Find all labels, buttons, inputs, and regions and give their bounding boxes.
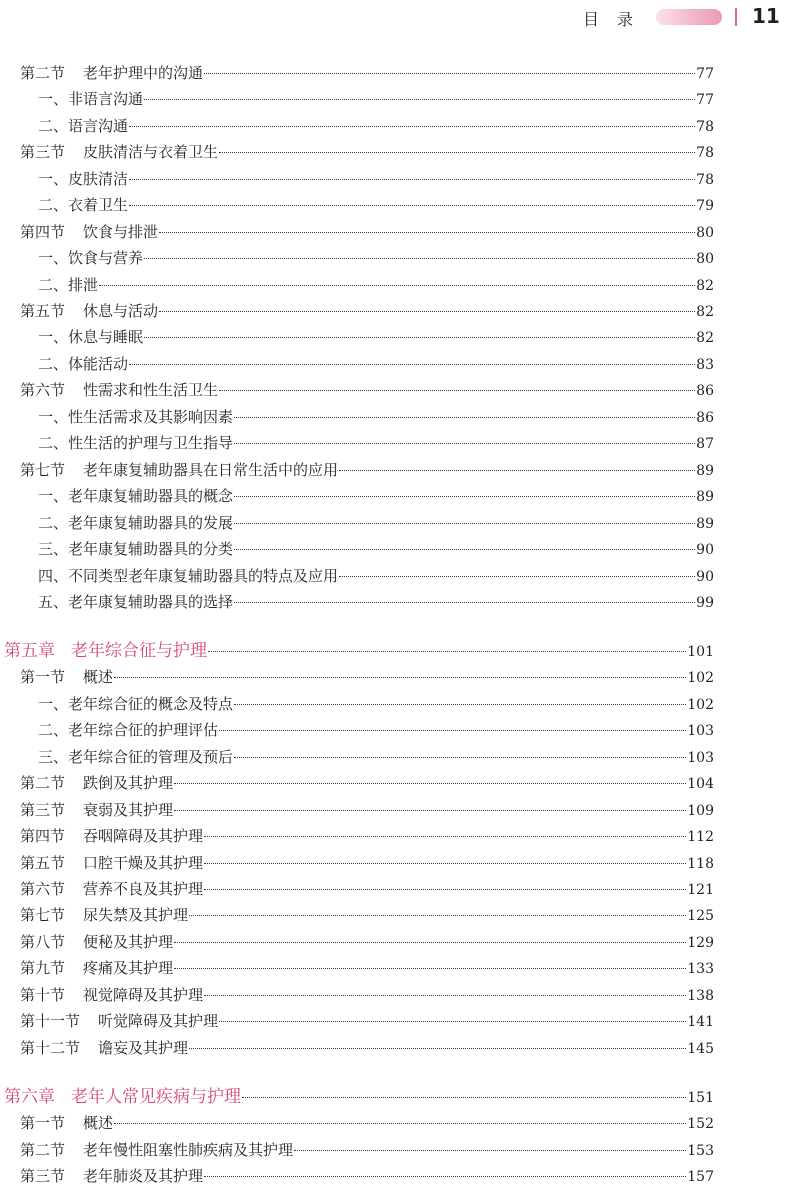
toc-entry-title: 二、排泄: [38, 276, 99, 294]
toc-leader-dots: [234, 757, 686, 758]
toc-leader-dots: [234, 549, 695, 550]
toc-entry-label: [20, 931, 173, 953]
toc-page-number: 78: [696, 119, 714, 135]
toc-section-row[interactable]: [20, 1010, 714, 1032]
toc-section-row[interactable]: [20, 878, 714, 900]
toc-entry-title: 一、休息与睡眠: [38, 328, 144, 346]
toc-entry-label: [20, 1165, 203, 1187]
toc-page-number: 104: [687, 776, 714, 792]
toc-leader-dots: [204, 73, 695, 74]
toc-entry-label: [20, 1037, 188, 1059]
toc-page-number: 78: [696, 145, 714, 161]
toc-section-row[interactable]: [20, 300, 714, 322]
toc-section-row[interactable]: [20, 62, 714, 84]
toc-page-number: 87: [696, 436, 714, 452]
toc-entry-label: [38, 274, 98, 296]
toc-item-row[interactable]: [38, 693, 714, 715]
toc-page-number: 133: [687, 961, 714, 977]
toc-leader-dots: [114, 677, 686, 678]
toc-entry-label: [38, 565, 338, 587]
toc-leader-dots: [242, 1097, 686, 1098]
toc-entry-title: 一、老年综合征的概念及特点: [38, 695, 234, 713]
toc-entry-title: 一、老年康复辅助器具的概念: [38, 487, 234, 505]
toc-section-row[interactable]: [20, 459, 714, 481]
toc-entry-title: 二、衣着卫生: [38, 196, 129, 214]
toc-page-number: 82: [696, 278, 714, 294]
toc-entry-title: 二、老年综合征的护理评估: [38, 721, 219, 739]
toc-entry-title: 老年综合征与护理: [71, 641, 207, 661]
toc-item-row[interactable]: [38, 746, 714, 768]
toc-entry-title: 谵妄及其护理: [98, 1039, 189, 1057]
toc-leader-dots: [219, 390, 695, 391]
toc-leader-dots: [339, 576, 695, 577]
toc-entry-label: [20, 300, 158, 322]
toc-item-row[interactable]: [38, 432, 714, 454]
toc-entry-number: 第六章: [4, 1087, 55, 1107]
toc-item-row[interactable]: [38, 565, 714, 587]
toc-leader-dots: [234, 417, 695, 418]
toc-entry-label: [20, 772, 173, 794]
toc-page-number: 86: [696, 410, 714, 426]
toc-leader-dots: [294, 1150, 686, 1151]
toc-entry-number: 第八节: [20, 933, 66, 951]
toc-entry-title: 一、性生活需求及其影响因素: [38, 408, 234, 426]
toc-entry-title: 概述: [83, 1114, 114, 1132]
toc-entry-title: 三、老年康复辅助器具的分类: [38, 540, 234, 558]
toc-section-row[interactable]: [20, 1139, 714, 1161]
toc-entry-title: 四、不同类型老年康复辅助器具的特点及应用: [38, 567, 339, 585]
toc-entry-number: 第七节: [20, 906, 66, 924]
toc-entry-title: 三、老年综合征的管理及预后: [38, 748, 234, 766]
toc-entry-title: 老年慢性阻塞性肺疾病及其护理: [83, 1141, 294, 1159]
toc-item-row[interactable]: [38, 353, 714, 375]
toc-entry-label: [20, 799, 173, 821]
toc-leader-dots: [234, 602, 695, 603]
toc-page-number: 82: [696, 330, 714, 346]
toc-page-number: 102: [687, 697, 714, 713]
toc-entry-number: 第二节: [20, 774, 66, 792]
toc-entry-label: [38, 353, 128, 375]
toc-item-row[interactable]: [38, 719, 714, 741]
page-header: [0, 0, 800, 36]
toc-item-row[interactable]: [38, 274, 714, 296]
toc-item-row[interactable]: [38, 326, 714, 348]
toc-leader-dots: [129, 126, 695, 127]
toc-entry-title: 老年肺炎及其护理: [83, 1167, 204, 1185]
toc-leader-dots: [204, 889, 686, 890]
toc-page-number: 151: [687, 1090, 714, 1106]
toc-entry-title: 概述: [83, 668, 114, 686]
toc-entry-title: 五、老年康复辅助器具的选择: [38, 593, 234, 611]
toc-section-row[interactable]: [20, 799, 714, 821]
toc-leader-dots: [204, 836, 686, 837]
toc-leader-dots: [174, 968, 686, 969]
toc-entry-title: 尿失禁及其护理: [83, 906, 189, 924]
toc-entry-title: 听觉障碍及其护理: [98, 1012, 219, 1030]
toc-entry-number: 第四节: [20, 827, 66, 845]
toc-leader-dots: [339, 470, 695, 471]
toc-leader-dots: [234, 523, 695, 524]
toc-entry-label: [20, 62, 203, 84]
toc-leader-dots: [219, 152, 695, 153]
header-title-char-2: 录: [617, 10, 634, 29]
toc-page-number: 118: [687, 856, 714, 872]
toc-item-row[interactable]: [38, 512, 714, 534]
toc-chapter-row[interactable]: [4, 640, 714, 662]
toc-section-row[interactable]: [20, 666, 714, 688]
toc-item-row[interactable]: [38, 168, 714, 190]
toc-leader-dots: [204, 863, 686, 864]
toc-section-row[interactable]: [20, 221, 714, 243]
toc-entry-number: 第六节: [20, 880, 66, 898]
toc-leader-dots: [144, 99, 695, 100]
toc-entry-number: 第二节: [20, 1141, 66, 1159]
toc-entry-label: [38, 406, 233, 428]
toc-page-number: 153: [687, 1143, 714, 1159]
toc-page-number: 121: [687, 882, 714, 898]
header-decorative-bar: [656, 9, 722, 25]
toc-entry-title: 一、非语言沟通: [38, 90, 144, 108]
toc-leader-dots: [174, 942, 686, 943]
toc-entry-number: 第六节: [20, 381, 66, 399]
toc-leader-dots: [208, 651, 686, 652]
toc-entry-number: 第四节: [20, 223, 66, 241]
toc-item-row[interactable]: [38, 485, 714, 507]
toc-leader-dots: [204, 1176, 686, 1177]
toc-page-number: 152: [687, 1116, 714, 1132]
toc-entry-number: 第一节: [20, 668, 66, 686]
toc-leader-dots: [159, 232, 695, 233]
toc-entry-number: 第十一节: [20, 1012, 81, 1030]
toc-page-number: 103: [687, 750, 714, 766]
toc-entry-label: [20, 459, 338, 481]
toc-item-row[interactable]: [38, 115, 714, 137]
toc-item-row[interactable]: [38, 194, 714, 216]
toc-entry-title: 饮食与排泄: [83, 223, 159, 241]
toc-page-number: 101: [687, 644, 714, 660]
toc-section-row[interactable]: [20, 141, 714, 163]
toc-page-number: 138: [687, 988, 714, 1004]
toc-entry-label: [4, 1086, 241, 1108]
toc-section-row[interactable]: [20, 957, 714, 979]
toc-entry-number: 第五章: [4, 641, 55, 661]
toc-entry-title: 一、饮食与营养: [38, 249, 144, 267]
toc-entry-number: 第五节: [20, 854, 66, 872]
toc-page-number: 83: [696, 357, 714, 373]
toc-entry-label: [20, 878, 203, 900]
toc-entry-label: [38, 591, 233, 613]
toc-item-row[interactable]: [38, 406, 714, 428]
toc-page-number: 79: [696, 198, 714, 214]
toc-entry-number: 第七节: [20, 461, 66, 479]
toc-section-row[interactable]: [20, 984, 714, 1006]
toc-entry-label: [20, 904, 188, 926]
toc-entry-title: 二、语言沟通: [38, 117, 129, 135]
toc-page-number: 80: [696, 225, 714, 241]
toc-page-number: 90: [696, 542, 714, 558]
toc-entry-title: 皮肤清洁与衣着卫生: [83, 143, 219, 161]
toc-entry-label: [38, 432, 233, 454]
toc-entry-number: 第三节: [20, 801, 66, 819]
toc-item-row[interactable]: [38, 591, 714, 613]
page-number: 11: [752, 4, 780, 28]
toc-section-row[interactable]: [20, 1112, 714, 1134]
toc-page-number: 77: [696, 92, 714, 108]
toc-entry-label: [20, 1139, 293, 1161]
toc-entry-label: [38, 247, 143, 269]
toc-entry-title: 老年护理中的沟通: [83, 64, 204, 82]
toc-entry-title: 二、体能活动: [38, 355, 129, 373]
toc-section-row[interactable]: [20, 904, 714, 926]
toc-leader-dots: [99, 285, 695, 286]
toc-entry-label: [38, 115, 128, 137]
toc-entry-label: [20, 221, 158, 243]
toc-page-number: 145: [687, 1041, 714, 1057]
toc-page-number: 77: [696, 66, 714, 82]
toc-page-number: 78: [696, 172, 714, 188]
toc-entry-title: 视觉障碍及其护理: [83, 986, 204, 1004]
toc-leader-dots: [234, 704, 686, 705]
toc-entry-label: [20, 825, 203, 847]
header-title-char-1: 目: [583, 10, 600, 29]
toc-entry-title: 老年人常见疾病与护理: [71, 1087, 241, 1107]
toc-leader-dots: [189, 1048, 686, 1049]
toc-leader-dots: [129, 205, 695, 206]
toc-leader-dots: [144, 337, 695, 338]
toc-section-row[interactable]: [20, 931, 714, 953]
toc-leader-dots: [219, 1021, 686, 1022]
toc-entry-title: 二、性生活的护理与卫生指导: [38, 434, 234, 452]
toc-entry-number: 第十二节: [20, 1039, 81, 1057]
toc-entry-label: [4, 640, 207, 662]
toc-page-number: 82: [696, 304, 714, 320]
toc-page-number: 102: [687, 670, 714, 686]
toc-page-number: 99: [696, 595, 714, 611]
toc-entry-label: [20, 852, 203, 874]
toc-entry-number: 第十节: [20, 986, 66, 1004]
toc-chapter-row[interactable]: [4, 1086, 714, 1108]
toc-entry-number: 第九节: [20, 959, 66, 977]
toc-leader-dots: [129, 179, 695, 180]
toc-item-row[interactable]: [38, 538, 714, 560]
toc-entry-label: [20, 1010, 218, 1032]
toc-page-number: 109: [687, 803, 714, 819]
toc-entry-title: 便秘及其护理: [83, 933, 174, 951]
toc-entry-label: [20, 984, 203, 1006]
toc-leader-dots: [234, 496, 695, 497]
toc-leader-dots: [114, 1123, 686, 1124]
toc-entry-title: 疼痛及其护理: [83, 959, 174, 977]
toc-entry-label: [38, 512, 233, 534]
toc-page-number: 89: [696, 463, 714, 479]
toc-leader-dots: [234, 443, 695, 444]
toc-entry-number: 第一节: [20, 1114, 66, 1132]
toc-page-number: 112: [687, 829, 714, 845]
toc-entry-number: 第三节: [20, 1167, 66, 1185]
toc-leader-dots: [219, 730, 686, 731]
header-separator: [735, 8, 737, 26]
toc-item-row[interactable]: [38, 247, 714, 269]
toc-leader-dots: [174, 783, 686, 784]
toc-entry-label: [20, 666, 113, 688]
toc-entry-title: 休息与活动: [83, 302, 159, 320]
toc-entry-label: [38, 326, 143, 348]
toc-page-number: 103: [687, 723, 714, 739]
toc-entry-label: [20, 957, 173, 979]
toc-section-row[interactable]: [20, 772, 714, 794]
toc-page-number: 157: [687, 1169, 714, 1185]
toc-leader-dots: [189, 915, 686, 916]
toc-section-row[interactable]: [20, 852, 714, 874]
toc-section-row[interactable]: [20, 825, 714, 847]
header-title: [583, 7, 633, 30]
toc-leader-dots: [159, 311, 695, 312]
toc-entry-label: [38, 485, 233, 507]
toc-entry-label: [38, 88, 143, 110]
toc-entry-label: [20, 379, 218, 401]
toc-entry-title: 性需求和性生活卫生: [83, 381, 219, 399]
toc-page-number: 129: [687, 935, 714, 951]
toc-page-number: 141: [687, 1014, 714, 1030]
toc-entry-label: [38, 693, 233, 715]
toc-section-row[interactable]: [20, 1165, 714, 1187]
toc-entry-label: [38, 719, 218, 741]
toc-leader-dots: [129, 364, 695, 365]
toc-section-row[interactable]: [20, 1037, 714, 1059]
toc-entry-label: [38, 746, 233, 768]
toc-page-number: 125: [687, 908, 714, 924]
toc-entry-label: [20, 141, 218, 163]
toc-page-number: 90: [696, 569, 714, 585]
toc-page-number: 89: [696, 489, 714, 505]
toc-item-row[interactable]: [38, 88, 714, 110]
toc-entry-label: [38, 538, 233, 560]
toc-entry-number: 第三节: [20, 143, 66, 161]
toc-entry-title: 吞咽障碍及其护理: [83, 827, 204, 845]
toc-entry-label: [38, 168, 128, 190]
toc-entry-title: 一、皮肤清洁: [38, 170, 129, 188]
toc-leader-dots: [174, 810, 686, 811]
toc-leader-dots: [144, 258, 695, 259]
toc-entry-number: 第五节: [20, 302, 66, 320]
toc-entry-title: 口腔干燥及其护理: [83, 854, 204, 872]
toc-leader-dots: [204, 995, 686, 996]
toc-section-row[interactable]: [20, 379, 714, 401]
toc-entry-label: [20, 1112, 113, 1134]
toc-page-number: 86: [696, 383, 714, 399]
toc-entry-title: 二、老年康复辅助器具的发展: [38, 514, 234, 532]
toc-page-number: 89: [696, 516, 714, 532]
toc-entry-title: 跌倒及其护理: [83, 774, 174, 792]
toc-entry-number: 第二节: [20, 64, 66, 82]
toc-entry-title: 衰弱及其护理: [83, 801, 174, 819]
toc-entry-label: [38, 194, 128, 216]
toc-entry-title: 营养不良及其护理: [83, 880, 204, 898]
toc-entry-title: 老年康复辅助器具在日常生活中的应用: [83, 461, 339, 479]
toc-page-number: 80: [696, 251, 714, 267]
